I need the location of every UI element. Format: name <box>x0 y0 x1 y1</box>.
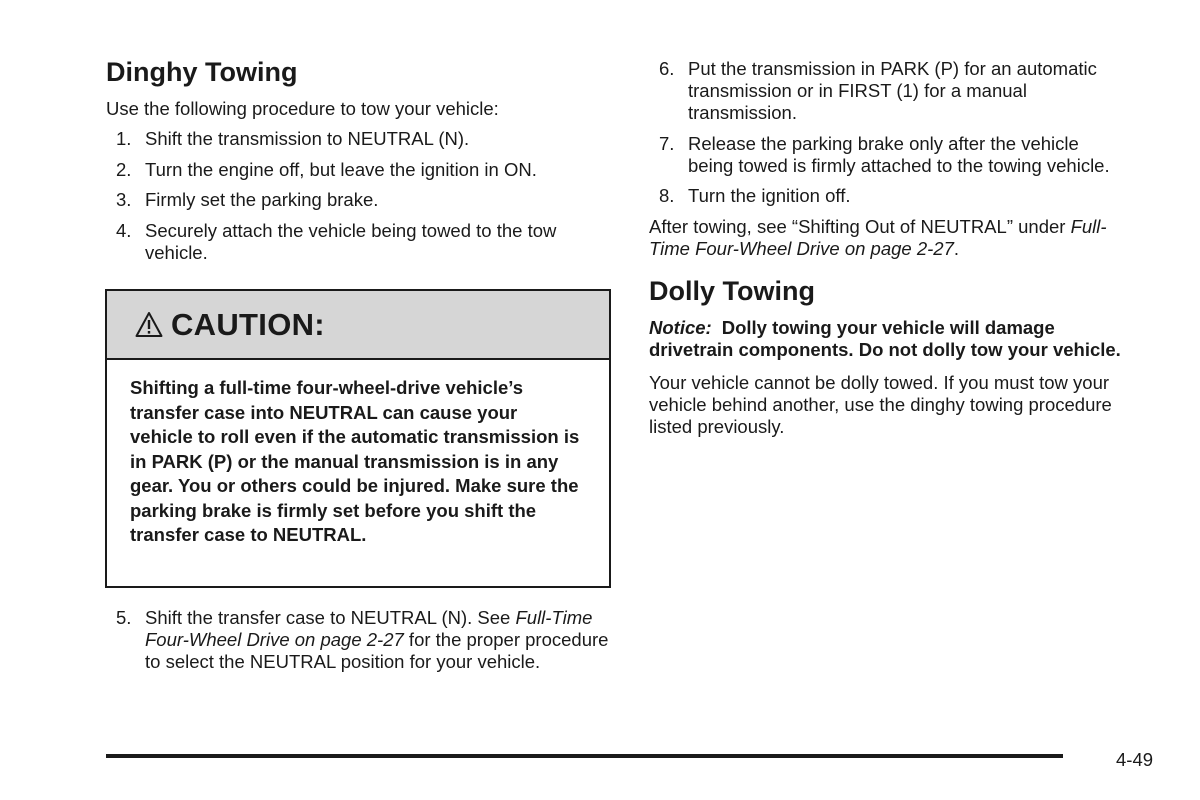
dinghy-steps-list-continued <box>106 607 612 673</box>
caution-title: CAUTION: <box>171 306 325 342</box>
dinghy-intro: Use the following procedure to tow your vehicle: <box>106 98 499 119</box>
step-number: 4. <box>116 219 132 241</box>
dinghy-steps-list-right <box>649 58 1129 207</box>
step-number: 3. <box>116 189 132 210</box>
step-number: 6. <box>659 58 675 79</box>
page-reference-link[interactable]: Full-Time Four-Wheel Drive on page 2-27 <box>145 607 593 650</box>
step-text: Securely attach the vehicle being towed to the tow vehicle. <box>145 219 557 263</box>
step-text: Turn the ignition off. <box>688 185 851 206</box>
step-item <box>106 220 612 264</box>
notice-label: Notice: <box>649 316 712 338</box>
caution-header <box>107 291 609 360</box>
notice-paragraph <box>649 317 1129 361</box>
caution-text: Shifting a full-time four-wheel-drive vehicle’s transfer case into NEUTRAL can cause your vehicle to roll even if the automatic transmission is in PARK (P) or the manual transmission is in any gear. You or others could be injured. Make sure the parking brake is firmly set before you shift the transfer case to NEUTRAL. <box>130 377 580 545</box>
step-text: Firmly set the parking brake. <box>145 189 379 210</box>
step-text: Release the parking brake only after the vehicle being towed is firmly attached to the towing vehicle. <box>688 132 1110 176</box>
dolly-body-paragraph: Your vehicle cannot be dolly towed. If you must tow your vehicle behind another, use the dinghy towing procedure listed previously. <box>649 371 1112 437</box>
right-column <box>649 58 1129 446</box>
caution-box <box>105 289 611 588</box>
step-text: Put the transmission in PARK (P) for an automatic transmission or in FIRST (1) for a manual transmission. <box>688 58 1097 123</box>
step-number: 8. <box>659 185 675 206</box>
dinghy-towing-heading: Dinghy Towing <box>106 57 298 87</box>
step-5-block <box>106 607 612 682</box>
dolly-towing-heading: Dolly Towing <box>649 275 815 306</box>
page-reference-link[interactable]: Full-Time Four-Wheel Drive on page 2-27 <box>649 215 1107 259</box>
step-item <box>106 607 612 673</box>
after-towing-text-after: . <box>953 237 960 259</box>
notice-block <box>649 317 1129 361</box>
after-towing-text-before: After towing, see “Shifting Out of NEUTRAL” under <box>649 215 1071 237</box>
left-column <box>106 56 612 272</box>
step-item <box>649 58 1129 124</box>
step-number: 1. <box>116 128 132 149</box>
step-text: Shift the transmission to NEUTRAL (N). <box>145 128 470 149</box>
step-text-before: Shift the transfer case to NEUTRAL (N). See <box>145 607 516 628</box>
step-text: Turn the engine off, but leave the ignition in ON. <box>145 158 537 180</box>
step-number: 2. <box>116 158 132 180</box>
footer-rule <box>106 754 1063 758</box>
step-number: 5. <box>116 607 132 628</box>
page-number: 4-49 <box>1116 749 1154 770</box>
dinghy-steps-list <box>106 128 612 264</box>
step-text-after: for the proper procedure to select the NEUTRAL position for your vehicle. <box>145 629 609 672</box>
step-item <box>649 133 1129 177</box>
step-number: 7. <box>659 132 675 154</box>
step-item <box>649 185 1129 207</box>
notice-text: Dolly towing your vehicle will damage drivetrain components. Do not dolly tow your vehicle. <box>649 316 1121 360</box>
step-item <box>106 159 612 181</box>
after-towing-paragraph <box>649 216 1129 260</box>
warning-triangle-icon <box>135 311 163 339</box>
step-item <box>106 189 612 211</box>
step-item <box>106 128 612 150</box>
